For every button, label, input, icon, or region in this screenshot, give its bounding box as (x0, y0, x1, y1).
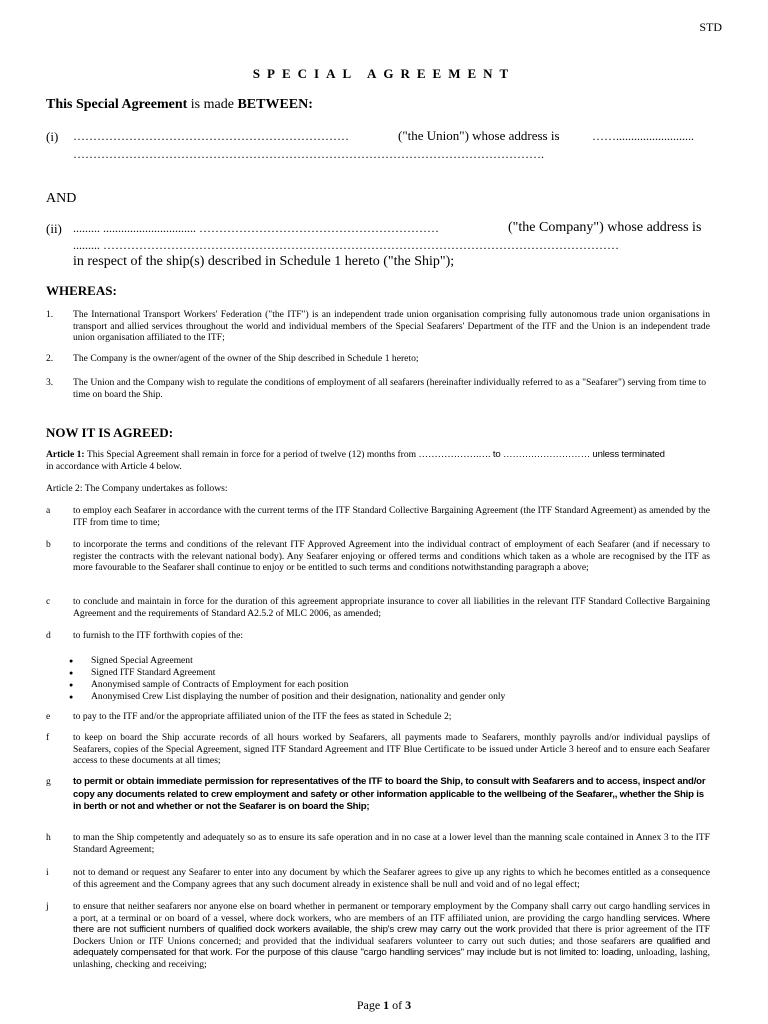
list-item: ● Signed Special Agreement (73, 655, 673, 667)
list-item: ● Anonymised sample of Contracts of Employment for each position (73, 679, 673, 691)
clause-j-part-5: unloading, lashing, unlashing, checking and receiving; (73, 947, 710, 970)
ship-reference: in respect of the ship(s) described in Schedule 1 hereto ("the Ship"); (73, 254, 455, 269)
clause-j-part-1: to ensure that neither seafarers nor anyone else on board whether in permanent or temporary employment by the Company shall carry out cargo handling services in a port, at a terminal or on board of a vessel, where dock workers, who are members of an ITF affiliated union, are providing the cargo handling (73, 901, 710, 924)
document-code: STD (699, 20, 722, 34)
clause-j-part-2: services. Where there are not sufficient numbers of qualified dock workers available, the ship's crew may carry out the work (73, 912, 710, 935)
union-address-blank-2: ………………………………………………………………………………………………………. (73, 147, 544, 161)
agreed-heading: NOW IT IS AGREED: (46, 425, 174, 440)
clause-a-label: a (46, 505, 51, 516)
whereas-2-text: The Company is the owner/agent of the owner of the Ship described in Schedule 1 hereto; (73, 353, 419, 364)
clause-j-part-4: are qualified and adequately compensated for that work. For the purpose of this clause "cargo handling services" may include but is not limited to: loading, (73, 935, 710, 958)
clause-b-text: to incorporate the terms and conditions of the relevant ITF Approved Agreement into the individual contract of employment of each Seafarer (and if necessary to register the contracts with the relevant national body). Any Seafarer enjoying or offered terms and conditions which taken as a whole are recognised by the ITF as more favourable to the Seafarer shall continue to enjoy or be entitled to such terms and conditions notwithstanding paragraph a above; (73, 539, 710, 573)
company-name-blank: ......... ............................... …………………………………………………… (73, 221, 439, 235)
clause-c-text: to conclude and maintain in force for the duration of this agreement appropriate insurance to cover all liabilities in the relevant ITF Standard Collective Bargaining Agreement and the requirements of Standard A2.5.2 of MLC 2006, as amended; (73, 596, 710, 619)
and-label: AND (46, 191, 77, 206)
party-ii-number: (ii) (46, 221, 62, 236)
article-1-text-c: in accordance with Article 4 below (46, 460, 180, 472)
article-1-text-b: to ……….……………… unless terminated (492, 449, 665, 460)
union-name-blank: …………………………………………………………… (73, 129, 349, 143)
clause-g-text: to permit or obtain immediate permission for representatives of the ITF to board the Ship, to consult with Seafarers and to access, inspect and/or copy any documents related to crew employment and safety or other information applicable to the wellbeing of the Seafarer,, whether the Ship is in berth or not and whether or not the Seafarer is on board the Ship; (73, 776, 706, 812)
article-1: Article 1: This Special Agreement shall remain in force for a period of twelve (12) months from ……………….…. to ……….……………… unless terminated in accordance with Article 4 below. (46, 449, 665, 472)
page-footer (0, 998, 768, 1013)
clause-d-list (73, 655, 673, 703)
clause-f-label: f (46, 732, 50, 743)
company-label: ("the Company") whose address is (508, 220, 702, 235)
between-bold-1: This Special Agreement (46, 97, 188, 112)
footer-page-label: Page (356, 998, 384, 1012)
clause-a-text: to employ each Seafarer in accordance with the current terms of the ITF Standard Collective Bargaining Agreement (the ITF Standard Agreement) as amended by the ITF from time to time; (73, 505, 710, 528)
whereas-3-number: 3. (46, 377, 54, 388)
party-i-number: (i) (46, 129, 59, 144)
footer-page-total: 3 (405, 998, 412, 1012)
clause-e-label: e (46, 711, 51, 722)
clause-g-label: g (46, 776, 51, 787)
whereas-3-text: The Union and the Company wish to regulate the conditions of employment of all seafarers (hereinafter individually referred to as a "Seafarer") serving from time to time on board the Ship. (73, 377, 707, 400)
company-address-blank: ......... ………………………………………………………………………………………………………………… (73, 238, 619, 252)
clause-i-text: not to demand or request any Seafarer to enter into any document by which the Seafarer agrees to give up any rights to which he becomes entitled as a consequence of this agreement and the Company agrees that any such document already in existence shall be null and void and of no legal effect; (73, 867, 710, 890)
union-label: ("the Union") whose address is (398, 128, 560, 143)
whereas-heading: WHEREAS: (46, 283, 117, 298)
clause-f-text: to keep on board the Ship accurate records of all hours worked by Seafarers, all payments made to Seafarers, monthly payrolls and/or individual payslips of Seafarers, copies of the Special Agreement, signed ITF Standard Agreement and ITF Blue Certificate to be issued under Article 3 hereof and to ensure each Seafarer access to these documents at all times; (73, 732, 710, 766)
list-item: ● Signed ITF Standard Agreement (73, 667, 673, 679)
footer-of-label: of (389, 998, 406, 1012)
clause-j-part-3: provided that there is prior agreement of the ITF Dockers Union or ITF Unions concerned; and provided that the individual seafarers volunteer to carry out such duties; and those seafarers (73, 924, 710, 947)
clause-b-label: b (46, 539, 51, 550)
article-1-text-a: This Special Agreement shall remain in force for a period of twelve (12) months from ……………….…. (84, 449, 493, 460)
clause-j-text (73, 901, 710, 970)
clause-j-label: j (46, 901, 49, 912)
article-1-label: Article 1: (46, 449, 85, 460)
document-title: SPECIAL AGREEMENT (252, 66, 516, 81)
clause-e-text: to pay to the ITF and/or the appropriate affiliated union of the ITF the fees as stated in Schedule 2; (73, 711, 452, 722)
clause-i-label: i (46, 867, 49, 878)
list-item: ● Anonymised Crew List displaying the number of position and their designation, nationality and gender only (73, 691, 673, 703)
clause-h-text: to man the Ship competently and adequately so as to ensure its safe operation and in no case at a lower level than the manning scale contained in Annex 3 to the ITF Standard Agreement; (73, 832, 710, 855)
clause-d-label: d (46, 630, 51, 641)
whereas-1-number: 1. (46, 309, 54, 320)
whereas-2-number: 2. (46, 353, 54, 364)
clause-d-text: to furnish to the ITF forthwith copies of the: (73, 630, 243, 641)
between-bold-2: BETWEEN: (237, 97, 313, 112)
whereas-1-text: The International Transport Workers' Federation ("the ITF") is an independent trade union organisation comprising fully autonomous trade union organisations in transport and allied services throughout the world and individual members of the Special Seafarers' Department of the ITF and the Union is an independent trade union organisation affiliated to the ITF; (73, 309, 710, 343)
footer-page-number: 1 (383, 998, 390, 1012)
between-text: is made (187, 97, 238, 112)
article-2-intro: Article 2: The Company undertakes as follows: (46, 483, 228, 494)
clause-c-label: c (46, 596, 51, 607)
between-line (46, 97, 313, 113)
clause-h-label: h (46, 832, 51, 843)
union-address-blank-1: …….......................... (592, 129, 694, 143)
